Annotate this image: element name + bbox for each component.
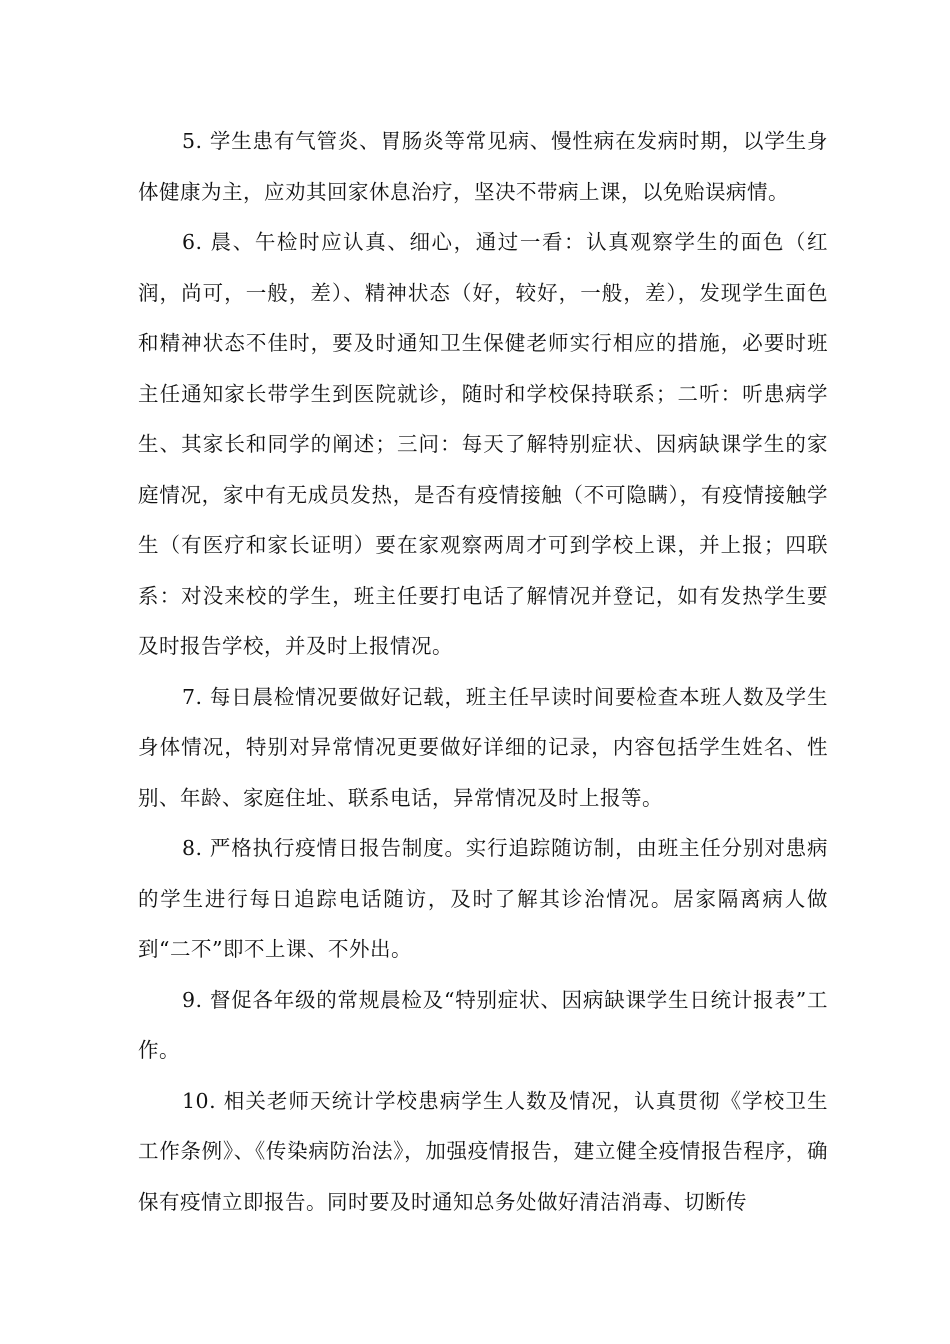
paragraph-item-6: 6. 晨、午检时应认真、细心，通过一看：认真观察学生的面色（红润，尚可，一般，差）、精神状态（好，较好，一般，差），发现学生面色和精神状态不佳时，要及时通知卫生保健老师实行相应的措施，必要时班主任通知家长带学生到医院就诊，随时和学校保持联系；二听：听患病学生、其家长和同学的阐述；三问：每天了解特别症状、因病缺课学生的家庭情况，家中有无成员发热，是否有疫情接触（不可隐瞒），有疫情接触学生（有医疗和家长证明）要在家观察两周才可到学校上课，并上报；四联系：对没来校的学生，班主任要打电话了解情况并登记，如有发热学生要及时报告学校，并及时上报情况。 xyxy=(138,230,828,658)
document-body xyxy=(138,116,828,1227)
paragraph-item-10: 10. 相关老师天统计学校患病学生人数及情况，认真贯彻《学校卫生工作条例》、《传染病防治法》，加强疫情报告，建立健全疫情报告程序，确保有疫情立即报告。同时要及时通知总务处做好清洁消毒、切断传 xyxy=(138,1088,828,1214)
paragraph-item-9: 9. 督促各年级的常规晨检及“特别症状、因病缺课学生日统计报表”工作。 xyxy=(138,987,828,1062)
paragraph-item-5: 5. 学生患有气管炎、胃肠炎等常见病、慢性病在发病时期，以学生身体健康为主，应劝其回家休息治疗，坚决不带病上课，以免贻误病情。 xyxy=(138,129,828,204)
paragraph-item-7: 7. 每日晨检情况要做好记载，班主任早读时间要检查本班人数及学生身体情况，特别对异常情况更要做好详细的记录，内容包括学生姓名、性别、年龄、家庭住址、联系电话，异常情况及时上报等。 xyxy=(138,684,828,810)
paragraph-item-8: 8. 严格执行疫情日报告制度。实行追踪随访制，由班主任分别对患病的学生进行每日追踪电话随访，及时了解其诊治情况。居家隔离病人做到“二不”即不上课、不外出。 xyxy=(138,836,828,961)
